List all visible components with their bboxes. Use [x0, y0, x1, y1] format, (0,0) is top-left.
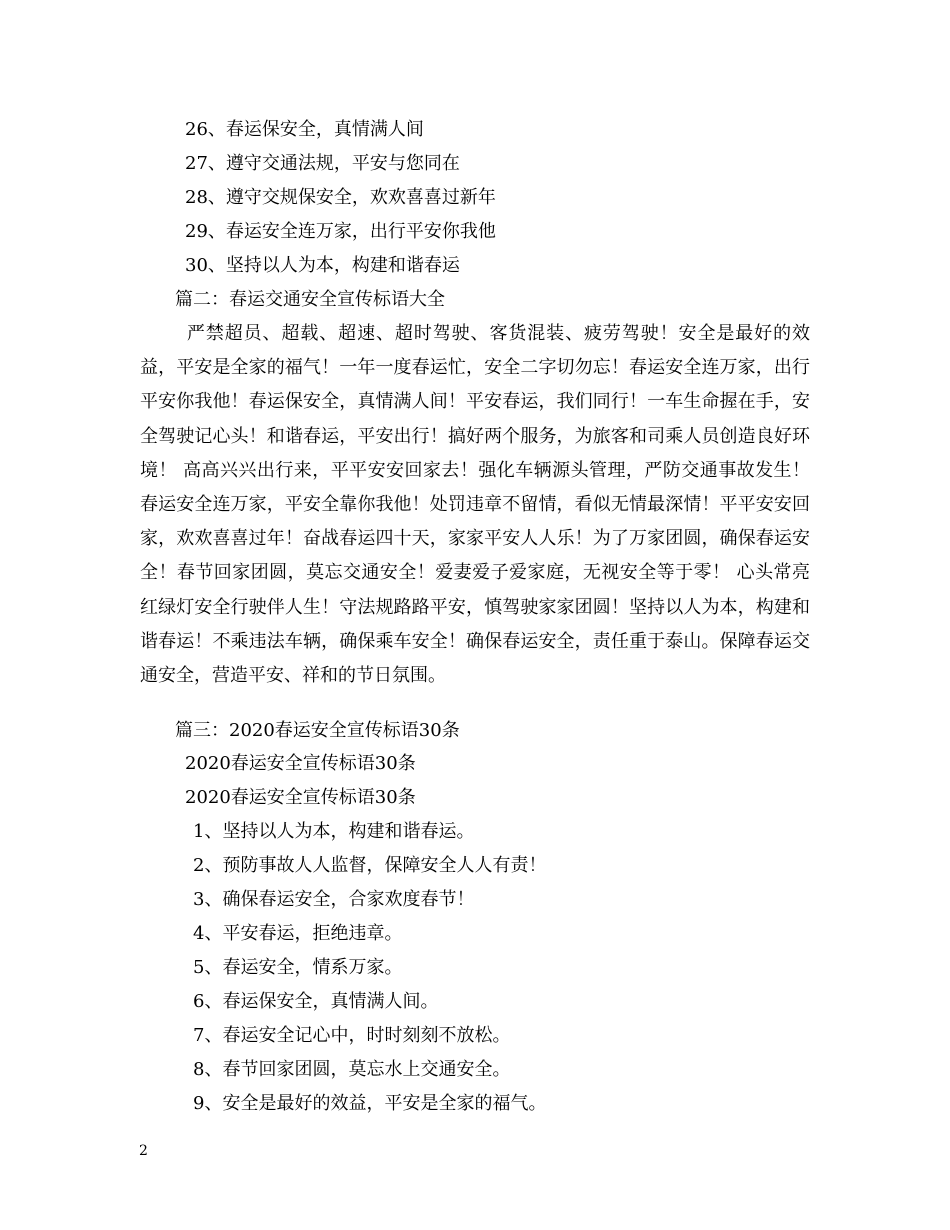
- section-subtitle: 2020春运安全宣传标语30条: [185, 787, 416, 808]
- list-item: 3、确保春运安全，合家欢度春节！: [193, 889, 475, 910]
- section-2-paragraph: [140, 317, 810, 693]
- list-item: 8、春节回家团圆，莫忘水上交通安全。: [193, 1059, 511, 1080]
- section-2-text: 严禁超员、超载、超速、超时驾驶、客货混装、疲劳驾驶！安全是最好的效益，平安是全家的福气！一年一度春运忙，安全二字切勿忘！春运安全连万家，出行平安你我他！春运保安全，真情满人间！平安春运，我们同行！一车生命握在手，安全驾驶记心头！和谐春运，平安出行！搞好两个服务，为旅客和司乘人员创造良好环境！ 高高兴兴出行来，平平安安回家去！强化车辆源头管理，严防交通事故发生！春运安全连万家，平安全靠你我他！处罚违章不留情，看似无情最深情！平平安安回家，欢欢喜喜过年！奋战春运四十天，家家平安人人乐！为了万家团圆，确保春运安全！春节回家团圆，莫忘交通安全！爱妻爱子爱家庭，无视安全等于零！ 心头常亮红绿灯安全行驶伴人生！守法规路路平安，慎驾驶家家团圆！坚持以人为本，构建和谐春运！不乘违法车辆，确保乘车安全！确保春运安全，责任重于泰山。保障春运交通安全，营造平安、祥和的节日氛围。: [140, 323, 810, 687]
- list-item: 5、春运安全，情系万家。: [193, 957, 403, 978]
- slogan-line: 29、春运安全连万家，出行平安你我他: [185, 221, 496, 242]
- section-heading-3: 篇三：2020春运安全宣传标语30条: [175, 720, 460, 741]
- slogan-line: 28、遵守交规保安全，欢欢喜喜过新年: [185, 187, 496, 208]
- list-item: 9、安全是最好的效益，平安是全家的福气。: [193, 1093, 547, 1114]
- list-item: 4、平安春运，拒绝违章。: [193, 923, 403, 944]
- slogan-line: 27、遵守交通法规，平安与您同在: [185, 153, 460, 174]
- list-item: 6、春运保安全，真情满人间。: [193, 991, 439, 1012]
- section-subtitle: 2020春运安全宣传标语30条: [185, 753, 416, 774]
- slogan-line: 26、春运保安全，真情满人间: [185, 119, 424, 140]
- page-number: 2: [139, 1143, 148, 1159]
- list-item: 1、坚持以人为本，构建和谐春运。: [193, 821, 475, 842]
- section-heading-2: 篇二：春运交通安全宣传标语大全: [175, 289, 445, 310]
- list-item: 7、春运安全记心中，时时刻刻不放松。: [193, 1025, 511, 1046]
- slogan-line: 30、坚持以人为本，构建和谐春运: [185, 255, 460, 276]
- list-item: 2、预防事故人人监督，保障安全人人有责！: [193, 855, 547, 876]
